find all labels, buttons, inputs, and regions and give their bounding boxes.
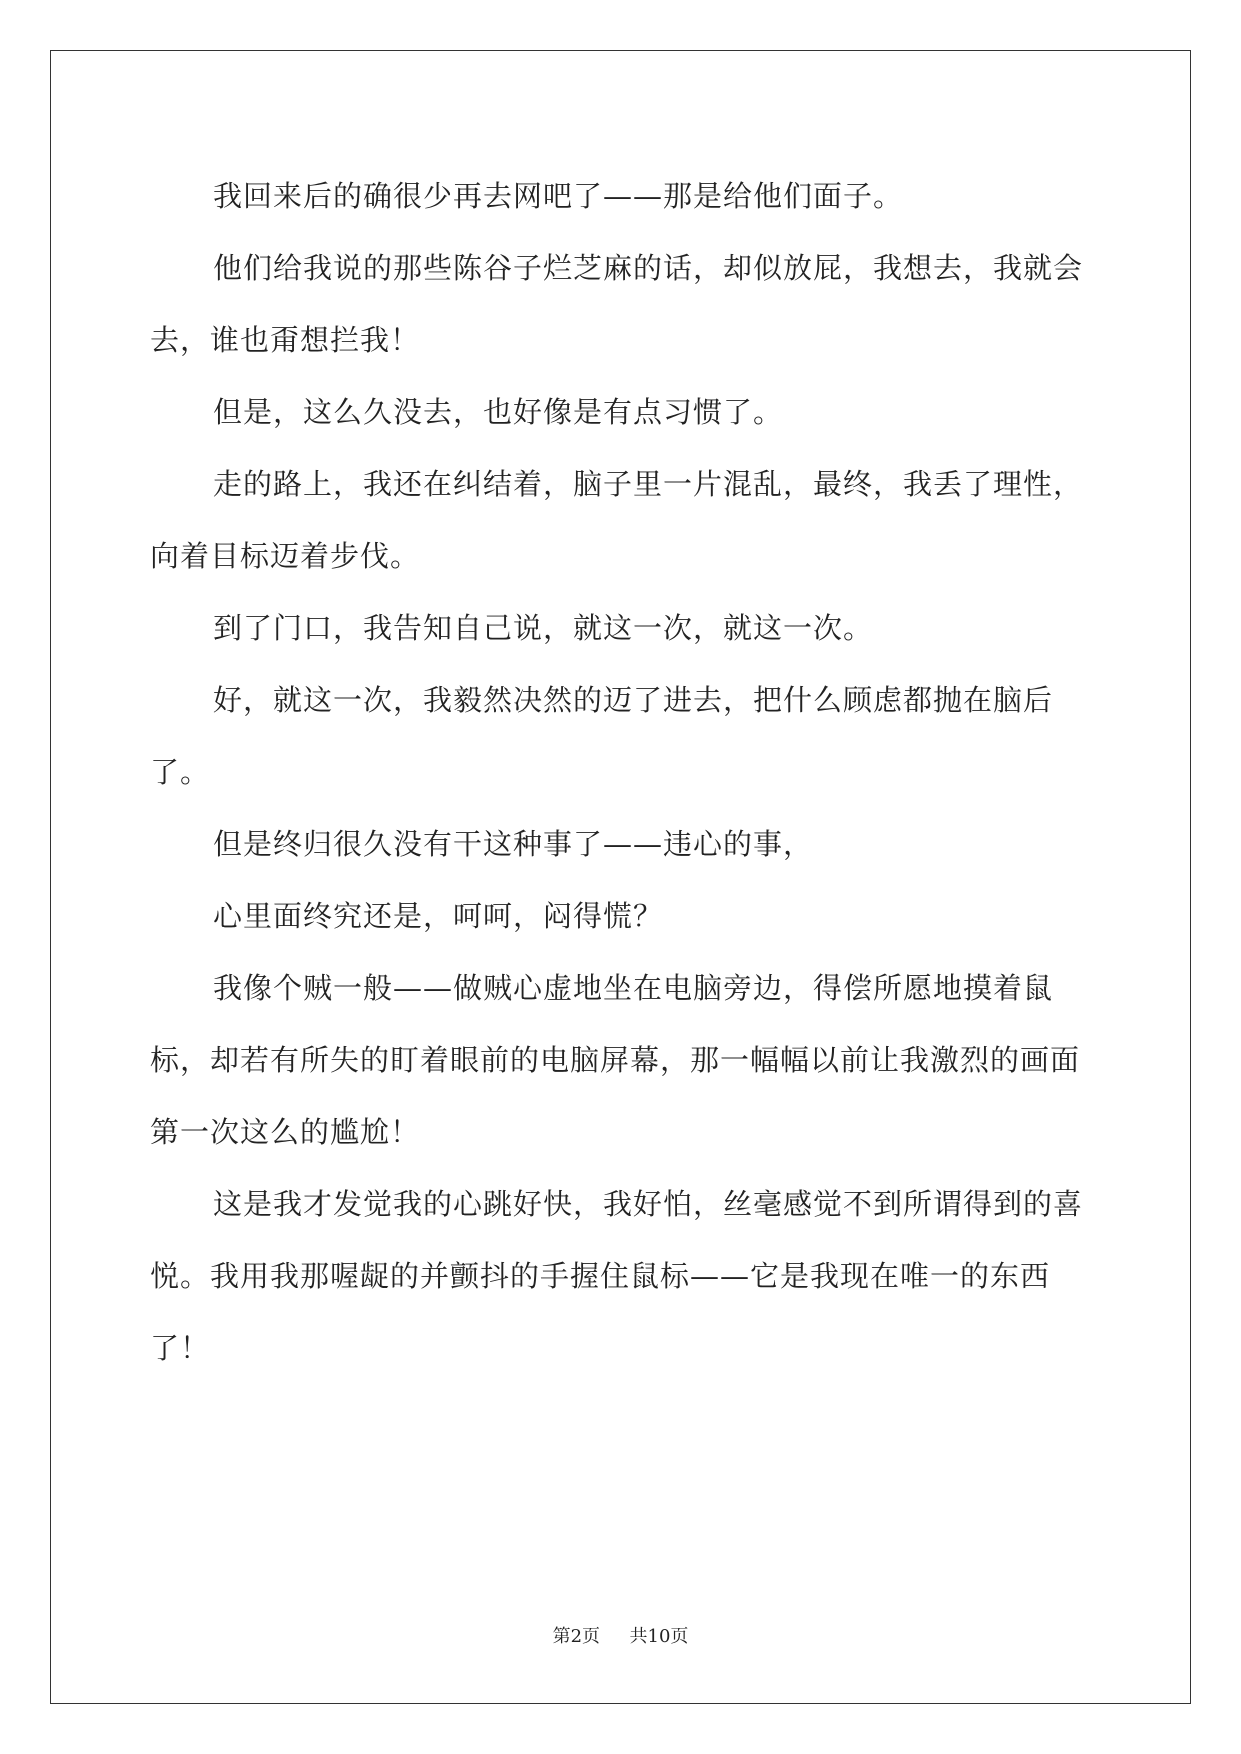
paragraph: 心里面终究还是，呵呵，闷得慌？ [213,899,664,933]
document-body [150,160,1095,1384]
page-number: 第2页 [552,1626,601,1647]
page-footer [0,1622,1241,1648]
paragraph: 这是我才发觉我的心跳好快，我好怕，丝毫感觉不到所谓得到的喜悦。我用我那喔龊的并颤抖的手握住鼠标——它是我现在唯一的东西了！ [150,1187,1084,1365]
paragraph: 到了门口，我告知自己说，就这一次，就这一次。 [213,611,874,645]
paragraph: 但是终归很久没有干这种事了——违心的事， [213,827,814,861]
paragraph: 但是，这么久没去，也好像是有点习惯了。 [213,395,784,429]
paragraph: 我像个贼一般——做贼心虚地坐在电脑旁边，得偿所愿地摸着鼠标，却若有所失的盯着眼前的电脑屏幕，那一幅幅以前让我激烈的画面第一次这么的尴尬！ [150,971,1081,1149]
page-total: 共10页 [629,1626,689,1647]
paragraph: 走的路上，我还在纠结着，脑子里一片混乱，最终，我丢了理性，向着目标迈着步伐。 [150,467,1084,573]
paragraph: 好，就这一次，我毅然决然的迈了进去，把什么顾虑都抛在脑后了。 [150,683,1054,789]
paragraph: 他们给我说的那些陈谷子烂芝麻的话，却似放屁，我想去，我就会去，谁也甭想拦我！ [150,251,1084,357]
paragraph: 我回来后的确很少再去网吧了——那是给他们面子。 [213,179,904,213]
